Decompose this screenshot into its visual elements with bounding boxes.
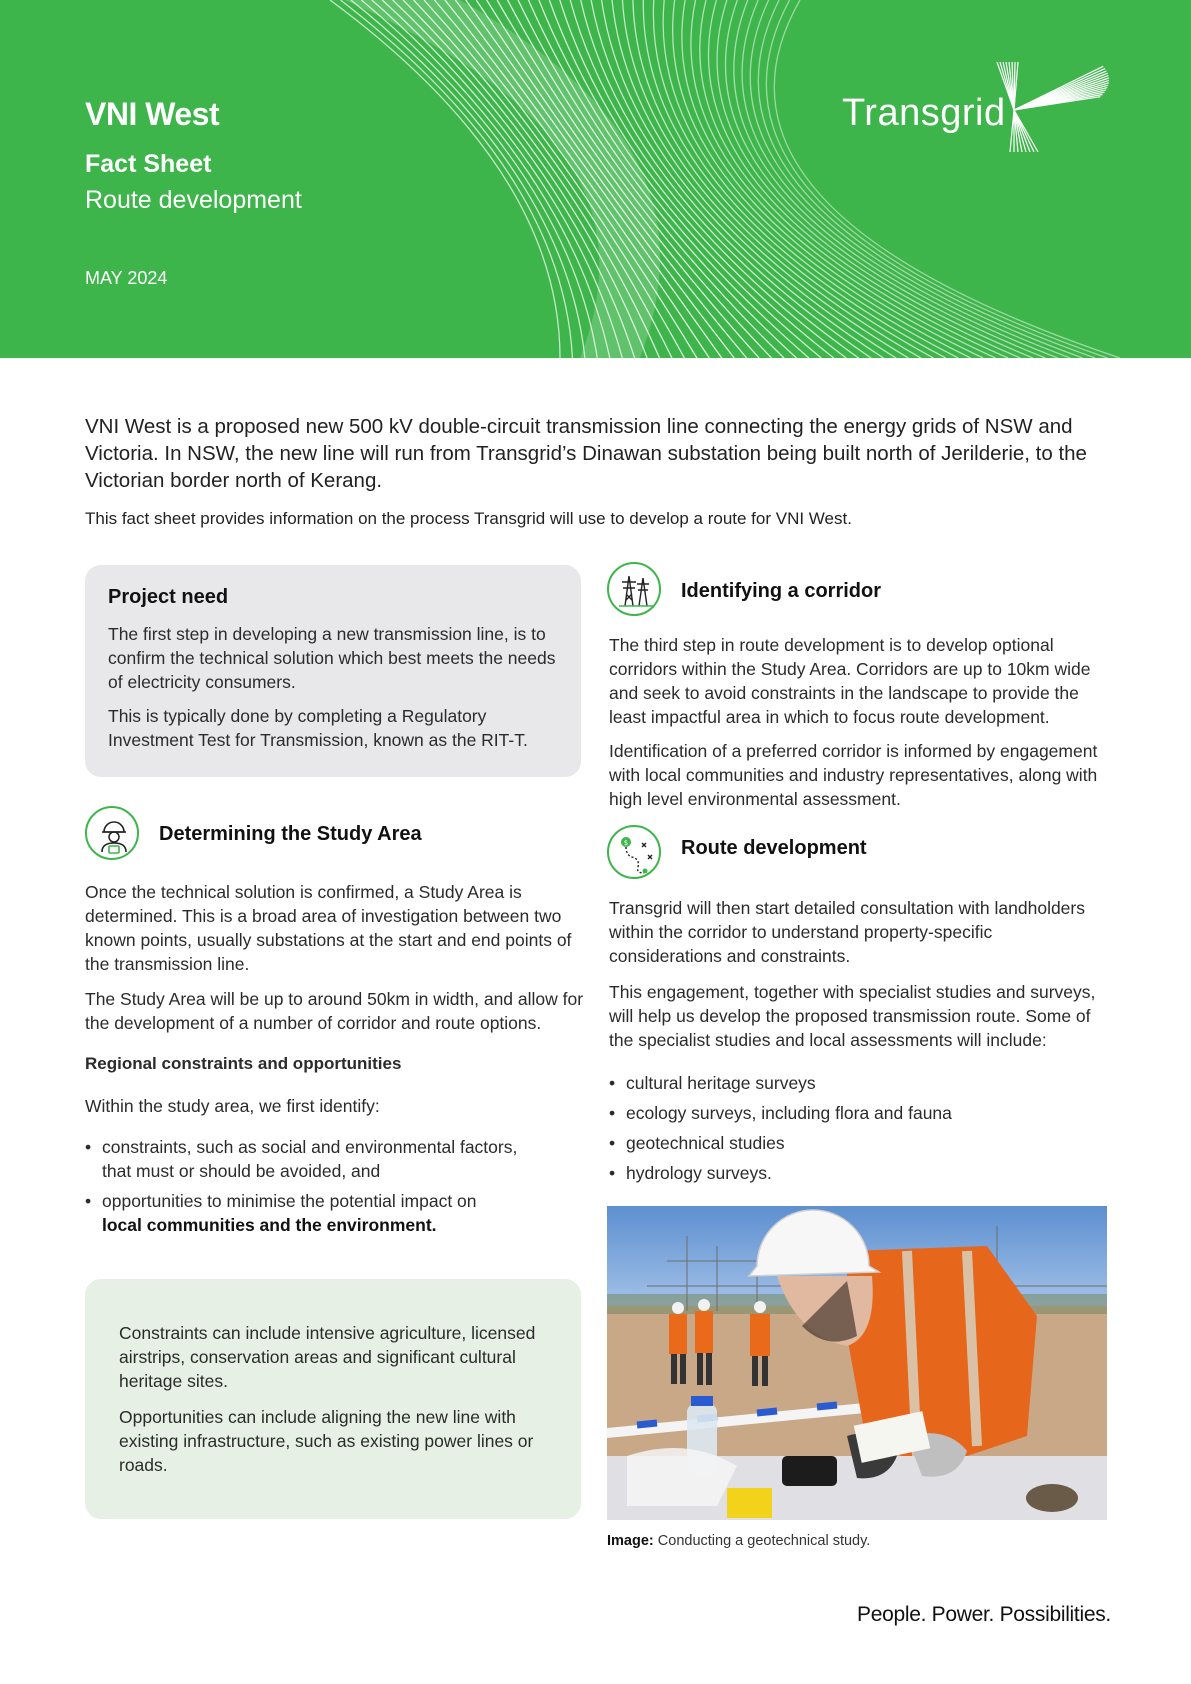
transmission-towers-icon	[607, 562, 661, 616]
document-subtitle: Fact Sheet	[85, 150, 212, 178]
document-title: VNI West	[85, 96, 220, 132]
route-map-icon	[607, 825, 661, 879]
geotechnical-study-photo	[607, 1206, 1107, 1520]
study-area-paragraph-2: The Study Area will be up to around 50km in width, and allow for the development of a number of corridor and route options.	[85, 989, 584, 1033]
document-topic: Route development	[85, 186, 302, 214]
study-area-paragraph-3: Within the study area, we first identify:	[85, 1096, 380, 1116]
regional-constraints-subheading: Regional constraints and opportunities	[85, 1054, 402, 1073]
list-item: • cultural heritage surveys	[609, 1068, 1109, 1098]
document-date: MAY 2024	[85, 268, 168, 288]
project-need-heading: Project need	[108, 586, 229, 608]
constraints-callout-box	[85, 1279, 581, 1519]
study-area-heading: Determining the Study Area	[159, 823, 422, 845]
list-item: • constraints, such as social and environmental factors, that must or should be avoided, and	[85, 1135, 525, 1183]
caption-text: Conducting a geotechnical study.	[653, 1533, 871, 1549]
header-banner	[0, 0, 1191, 358]
caption-label: Image:	[607, 1533, 654, 1549]
photo-caption	[607, 1533, 870, 1549]
logo-wordmark: Transgrid	[842, 92, 1006, 134]
project-need-paragraph-2: This is typically done by completing a Regulatory Investment Test for Transmission, known as the RIT-T.	[108, 706, 528, 750]
study-area-paragraph-1: Once the technical solution is confirmed, a Study Area is determined. This is a broad area of investigation between two known points, usually substations at the start and end points of the transmission line.	[85, 882, 572, 974]
intro-note: This fact sheet provides information on the process Transgrid will use to develop a route for VNI West.	[85, 509, 852, 528]
route-studies-bullets	[609, 1068, 1109, 1188]
route-development-heading: Route development	[681, 837, 867, 859]
header-sweep-graphic	[0, 0, 1191, 358]
corridor-paragraph-2: Identification of a preferred corridor is informed by engagement with local communities and industry representatives, along with high level environmental assessment.	[609, 741, 1098, 809]
footer-tagline: People. Power. Possibilities.	[857, 1603, 1111, 1626]
callout-paragraph-1: Constraints can include intensive agriculture, licensed airstrips, conservation areas and significant cultural heritage sites.	[119, 1323, 536, 1391]
corridor-paragraph-1: The third step in route development is to develop optional corridors within the Study Area. Corridors are up to 10km wide and seek to avoid constraints in the landscape to provide the least impactful area in which to focus route development.	[609, 635, 1091, 727]
route-paragraph-1: Transgrid will then start detailed consultation with landholders within the corridor to understand property-specific considerations and constraints.	[609, 898, 1085, 966]
route-paragraph-2: This engagement, together with specialist studies and surveys, will help us develop the proposed transmission route. Some of the specialist studies and local assessments will include:	[609, 982, 1096, 1050]
list-item: • geotechnical studies	[609, 1128, 1109, 1158]
worker-icon	[85, 806, 139, 860]
corridor-heading: Identifying a corridor	[681, 580, 882, 602]
transgrid-logo	[842, 62, 1112, 152]
svg-text:$: $	[623, 839, 629, 847]
list-item: • ecology surveys, including flora and fauna	[609, 1098, 1109, 1128]
project-need-paragraph-1: The first step in developing a new transmission line, is to confirm the technical solution which best meets the needs of electricity consumers.	[108, 624, 556, 692]
logo-burst-icon	[842, 62, 1112, 152]
list-item: • hydrology surveys.	[609, 1158, 1109, 1188]
callout-paragraph-2: Opportunities can include aligning the new line with existing infrastructure, such as existing power lines or roads.	[119, 1407, 534, 1475]
list-item: • opportunities to minimise the potential impact on local communities and the environment.	[85, 1189, 525, 1237]
study-area-bullets	[85, 1135, 525, 1237]
intro-lead: VNI West is a proposed new 500 kV double-circuit transmission line connecting the energy grids of NSW and Victoria. In NSW, the new line will run from Transgrid’s Dinawan substation being built north of Jerilderie, to the Victorian border north of Kerang.	[85, 415, 1087, 492]
